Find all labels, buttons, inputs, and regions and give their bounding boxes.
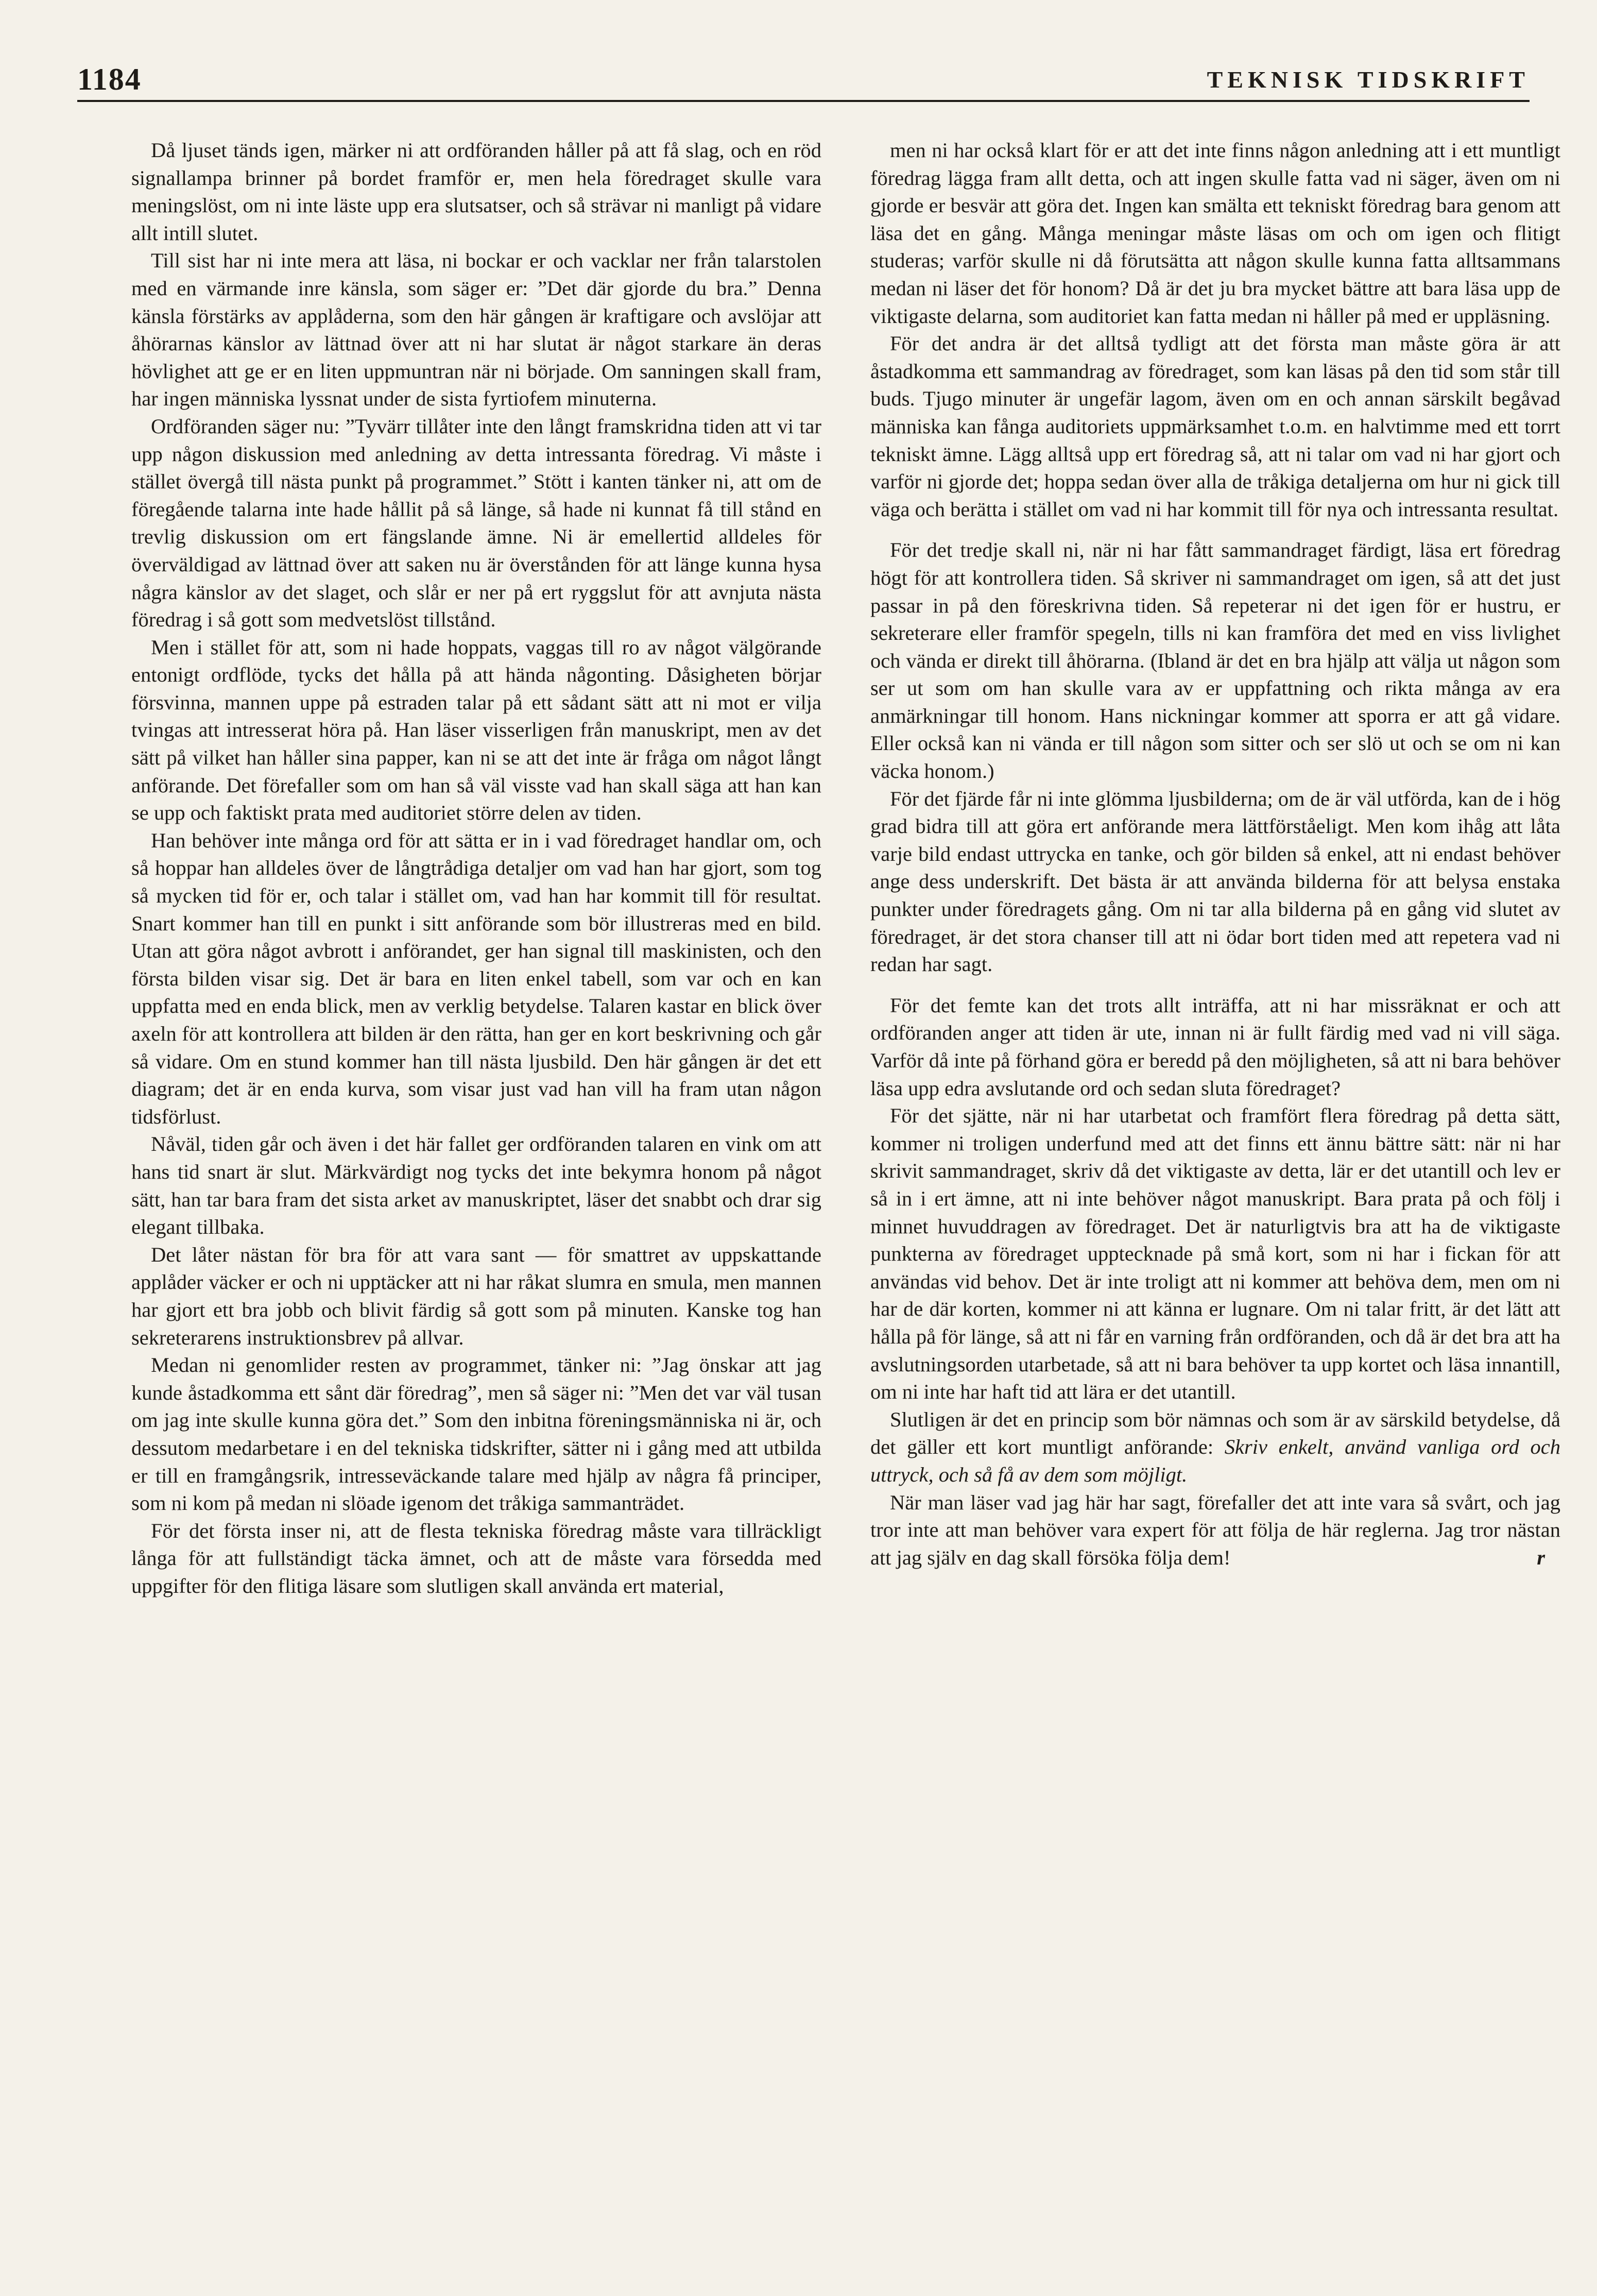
principle-paragraph — [870, 1406, 1560, 1489]
paragraph: men ni har också klart för er att det inte finns någon anledning att i ett muntligt föredrag lägga fram allt detta, och att ingen skulle fatta vad ni säger, även om ni gjorde er besvär att göra det. Ingen kan smälta ett tekniskt föredrag bara genom att läsa det en gång. Många meningar måste läsas om och om igen och flitigt studeras; varför skulle ni då förutsätta att någon skulle kunna fatta alltsammans medan ni läser det för honom? Då är det ju bra mycket bättre att bara läsa upp de viktigaste delarna, som auditoriet kan fatta medan ni håller på med er uppläsning. — [870, 139, 1560, 328]
paragraph: Men i stället för att, som ni hade hoppats, vaggas till ro av något välgörande entonigt ordflöde, tycks det hålla på att hända någonting. Dåsigheten börjar försvinna, mannen uppe på estraden talar på ett sådant sätt att ni mot er vilja tvingas att intresserat höra på. Han läser visserligen från manuskript, men av det sätt på vilket han håller sina papper, kan ni se att det inte är fråga om något långt anförande. Det förefaller som om han så väl visste vad han skall säga att han kan se upp och faktiskt prata med auditoriet större delen av tiden. — [131, 635, 821, 825]
author-signature: r — [1537, 1545, 1545, 1569]
page-header — [77, 57, 1530, 98]
paragraph: Nåväl, tiden går och även i det här fallet ger ordföranden talaren en vink om att hans tid snart är slut. Märkvärdigt nog tycks det inte bekymra honom på något sätt, han tar bara fram det sista arket av manuskriptet, läser det snabbt och drar sig elegant tillbaka. — [131, 1132, 821, 1239]
journal-title: TEKNISK TIDSKRIFT — [1207, 66, 1530, 93]
paragraph: För det sjätte, när ni har utarbetat och framfört flera föredrag på detta sätt, kommer ni troligen underfund med att det finns ett ännu bättre sätt: när ni har skrivit sammandraget, skriv då det viktigaste av detta, lär er det utantill och lev er så in i ert ämne, att ni inte behöver något manuskript. Bara prata på och följ i minnet huvuddragen av föredraget. Det är naturligtvis bra att ha de viktigaste punkterna av föredraget upptecknade på små kort, som ni har i fickan för att användas vid behov. Det är inte troligt att ni kommer att behöva dem, men om ni har de där korten, kommer ni att känna er lugnare. Om ni talar fritt, är det lätt att hålla på för länge, så att ni får en varning från ordföranden, och då är det bra att ha avslutningsorden utarbetade, så att ni bara behöver ta upp kortet och läsa innantill, om ni inte har haft tid att lära er det utantill. — [870, 1104, 1560, 1404]
closing-text: När man läser vad jag här har sagt, förefaller det att inte vara så svårt, och jag tror inte att man behöver vara expert för att följa de här reglerna. Jag tror nästan att jag själv en dag skall försöka följa dem! — [870, 1490, 1560, 1569]
right-column — [870, 137, 1560, 1571]
principle-lead: Slutligen är det en princip som bör nämnas och som är av särskild betydelse, då det gäller ett kort muntligt anförande: — [870, 1407, 1560, 1459]
closing-paragraph — [870, 1489, 1560, 1572]
paragraph: För det första inser ni, att de flesta tekniska föredrag måste vara tillräckligt långa för att fullständigt täcka ämnet, och att de måste vara försedda med uppgifter för den flitiga läsare som slutligen skall använda ert material, — [131, 1519, 821, 1597]
header-rule — [77, 100, 1530, 102]
paragraph: För det fjärde får ni inte glömma ljusbilderna; om de är väl utförda, kan de i hög grad bidra till att göra ert anförande mera lättförståeligt. Men kom ihåg att låta varje bild endast uttrycka en tanke, och gör bilden så enkel, att ni endast behöver ange dess underskrift. Det bästa är att använda bilderna för att belysa enstaka punkter under föredragets gång. Om ni tar alla bilderna på en gång vid slutet av föredraget, är det stora chanser till att ni ödar bort tiden med att repetera vad ni redan har sagt. — [870, 787, 1560, 976]
paragraph: Till sist har ni inte mera att läsa, ni bockar er och vacklar ner från talarstolen med en värmande inre känsla, som säger er: ”Det där gjorde du bra.” Denna känsla förstärks av applåderna, som den här gången är kraftigare och avslöjar att åhörarnas känslor av lättnad över att ni har slutat är något starkare än deras hövlighet att ge er en liten uppmuntran när ni började. Om sanningen skall fram, har ingen människa lyssnat under de sista fyrtiofem minuterna. — [131, 249, 821, 411]
paragraph: Han behöver inte många ord för att sätta er in i vad föredraget handlar om, och så hoppar han alldeles över de långtrådiga detaljer om vad han har gjort, som tog så mycken tid för er, och talar i stället om, vad han har kommit till för resultat. Snart kommer han till en punkt i sitt anförande som bör illustreras med en bild. Utan att göra något avbrott i anförandet, ger han signal till maskinisten, och den första bilden visar sig. Det är bara en liten enkel tabell, som var och en kan uppfatta med en enda blick, men av verklig betydelse. Talaren kastar en blick över axeln för att kontrollera att bilden är den rätta, han ger en kort beskrivning och går så vidare. Om en stund kommer han till nästa ljusbild. Den här gången är det ett diagram; det är en enda kurva, som visar just vad han vill ha fram utan någon tidsförlust. — [131, 828, 821, 1128]
paragraph: För det femte kan det trots allt inträffa, att ni har missräknat er och att ordföranden anger att tiden är ute, innan ni är fullt färdig med vad ni vill säga. Varför då inte på förhand göra er beredd på den möjligheten, så att ni bara behöver läsa upp edra avslutande ord och sedan sluta föredraget? — [870, 993, 1560, 1100]
left-column — [131, 137, 821, 1600]
paragraph: För det tredje skall ni, när ni har fått sammandraget färdigt, läsa ert föredrag högt för att kontrollera tiden. Så skriver ni sammandraget om igen, så att det just passar in på den föreskrivna tiden. Så repeterar ni det igen för er hustru, er sekreterare eller framför spegeln, tills ni kan framföra det med en viss livlighet och vända er direkt till åhörarna. (Ibland är det en bra hjälp att välja ut någon som ser ut som om han skulle vara av er uppfattning och rikta många av era anmärkningar till honom. Hans nickningar kommer att sporra er att gå vidare. Eller också kan ni vända er till någon som sitter och ser slö ut och se om ni kan väcka honom.) — [870, 538, 1560, 783]
paragraph: Medan ni genomlider resten av programmet, tänker ni: ”Jag önskar att jag kunde åstadkomma ett sånt där föredrag”, men så säger ni: ”Men det var väl tusan om jag inte skulle kunna göra det.” Som den inbitna föreningsmänniska ni är, och dessutom medarbetare i en del tekniska tidskrifter, sätter ni i gång med att utbilda er till en framgångsrik, intresseväckande talare med hjälp av några få principer, som ni kom på medan ni slöade igenom det tråkiga sammanträdet. — [131, 1353, 821, 1515]
page-number: 1184 — [77, 62, 142, 96]
paragraph: Det låter nästan för bra för att vara sant — för smattret av uppskattande applåder väcker er och ni upptäcker att ni har råkat slumra en smula, men mannen har gjort ett bra jobb och blivit färdig så gott som på minuten. Kanske tog han sekreterarens instruktionsbrev på allvar. — [131, 1243, 821, 1349]
paragraph: Då ljuset tänds igen, märker ni att ordföranden håller på att få slag, och en röd signallampa brinner på bordet framför er, men hela föredraget skulle vara meningslöst, om ni inte läste upp era slutsatser, och så strävar ni manligt på vidare allt intill slutet. — [131, 139, 821, 245]
paragraph: För det andra är det alltså tydligt att det första man måste göra är att åstadkomma ett sammandrag av föredraget, som kan läsas på den tid som står till buds. Tjugo minuter är ungefär lagom, även om en och annan särskilt begåvad människa kan fånga auditoriets uppmärksamhet t.o.m. en halvtimme med ett torrt tekniskt ämne. Lägg alltså upp ert föredrag så, att ni talar om vad ni har gjort och varför ni gjorde det; hoppa sedan över alla de tråkiga detaljerna om hur ni gick till väga och berätta i stället om vad ni har kommit till för nya och intressanta resultat. — [870, 332, 1560, 521]
principle-emphasis: Skriv enkelt, använd vanliga ord och uttryck, och så få av dem som möjligt. — [870, 1435, 1560, 1486]
paragraph: Ordföranden säger nu: ”Tyvärr tillåter inte den långt framskridna tiden att vi tar upp någon diskussion med anledning av detta intressanta föredrag. Vi måste i stället övergå till nästa punkt på programmet.” Stött i kanten tänker ni, att om de föregående talarna inte hade hållit på så länge, så hade ni kunnat få till stånd en trevlig diskussion om ert fängslande ämne. Ni är emellertid alldeles för överväldigad av lättnad över att saken nu är överstånden för att länge kunna hysa några känslor av det slaget, och slår er ner på ert ryggslut för att avnjuta nästa föredrag i så gott som medvetslöst tillstånd. — [131, 414, 821, 632]
